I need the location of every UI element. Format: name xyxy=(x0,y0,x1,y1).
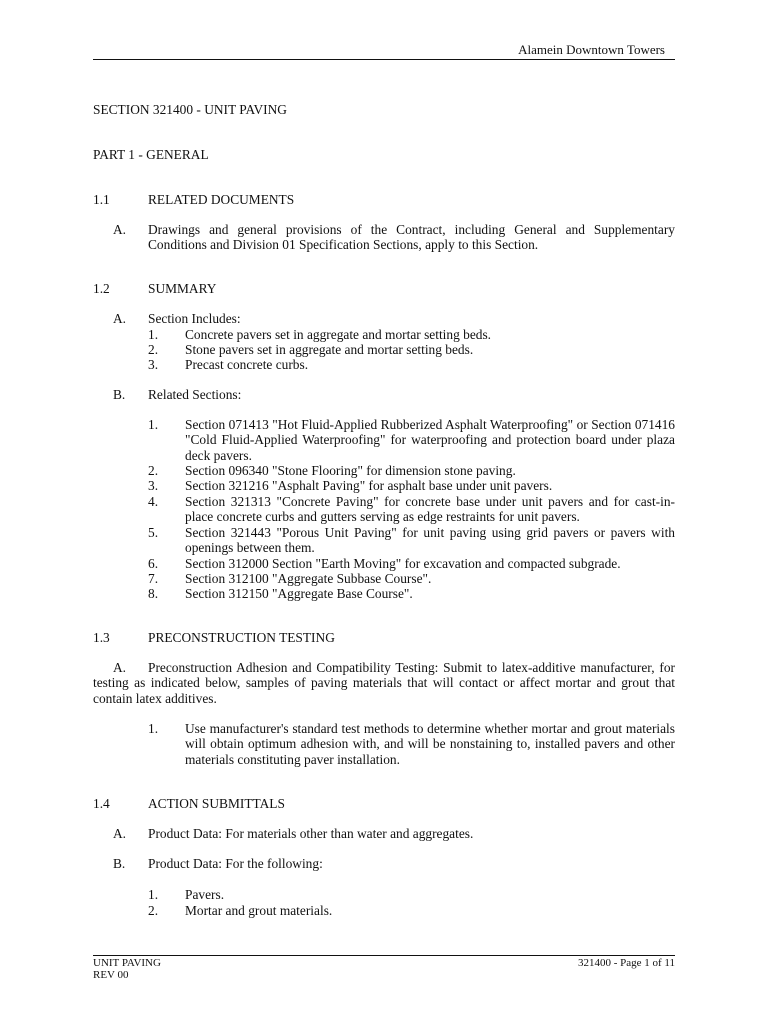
list-item-label: 1. xyxy=(148,417,159,432)
article-heading xyxy=(93,796,675,811)
list-item xyxy=(93,887,675,902)
page-header xyxy=(93,42,675,57)
list-item-text: Precast concrete curbs. xyxy=(185,357,309,372)
list-item-label: 1. xyxy=(148,327,159,342)
paragraph xyxy=(93,387,675,402)
article-number: 1.4 xyxy=(93,796,110,811)
list-item-text: Section 312100 "Aggregate Subbase Course". xyxy=(185,571,432,586)
article-number: 1.1 xyxy=(93,192,110,207)
part-title: PART 1 - GENERAL xyxy=(93,147,209,162)
article-title: PRECONSTRUCTION TESTING xyxy=(148,630,335,645)
list-item-label: 2. xyxy=(148,903,159,918)
list-item xyxy=(93,556,675,571)
list-item xyxy=(93,571,675,586)
list-item-label: 7. xyxy=(148,571,159,586)
list-item xyxy=(93,417,675,463)
list-item-text: Concrete pavers set in aggregate and mortar setting beds. xyxy=(185,327,492,342)
footer-revision: REV 00 xyxy=(93,969,129,981)
list-item-text: Stone pavers set in aggregate and mortar setting beds. xyxy=(185,342,474,357)
paragraph-text: Drawings and general provisions of the Contract, including General and Supplementary Conditions and Division 01 Specification Sections, apply to this Section. xyxy=(148,222,675,253)
list-item xyxy=(93,342,675,357)
list-item-label: 2. xyxy=(148,342,159,357)
list-item xyxy=(93,494,675,525)
list-item xyxy=(93,525,675,556)
list-item-text: Section 096340 "Stone Flooring" for dimension stone paving. xyxy=(185,463,516,478)
list-item-label: 3. xyxy=(148,478,159,493)
footer-rule xyxy=(93,955,675,956)
list-item xyxy=(93,463,675,478)
paragraph-text: Section Includes: xyxy=(148,311,241,326)
list-item-label: 8. xyxy=(148,586,159,601)
list-item-label: 4. xyxy=(148,494,159,509)
list-item-label: 1. xyxy=(148,721,159,736)
paragraph-label: A. xyxy=(113,311,127,326)
paragraph xyxy=(93,311,675,326)
list-item xyxy=(93,327,675,342)
article-number: 1.3 xyxy=(93,630,110,645)
header-rule xyxy=(93,59,675,60)
list-item-text: Use manufacturer's standard test methods to determine whether mortar and grout materials will obtain optimum adhesion with, and will be nonstaining to, installed pavers and other materials constituting paver installation. xyxy=(185,721,675,767)
list-item-text: Section 321443 "Porous Unit Paving" for unit paving using grid pavers or pavers with openings between them. xyxy=(185,525,675,556)
header-project-name: Alamein Downtown Towers xyxy=(518,42,665,57)
article-number: 1.2 xyxy=(93,281,110,296)
paragraph xyxy=(93,826,675,841)
list-item-text: Section 312000 Section "Earth Moving" for excavation and compacted subgrade. xyxy=(185,556,621,571)
list-item-text: Mortar and grout materials. xyxy=(185,903,333,918)
list-item-text: Section 071413 "Hot Fluid-Applied Rubberized Asphalt Waterproofing" or Section 071416 "Cold Fluid-Applied Waterproofing" for waterproofing and protection board under plaza deck pavers. xyxy=(185,417,675,463)
article-heading xyxy=(93,192,675,207)
article-title: SUMMARY xyxy=(148,281,217,296)
footer-page-number: 321400 - Page 1 of 11 xyxy=(577,957,675,969)
list-item-label: 3. xyxy=(148,357,159,372)
paragraph-text: Related Sections: xyxy=(148,387,242,402)
article-title: RELATED DOCUMENTS xyxy=(148,192,295,207)
paragraph-text: Preconstruction Adhesion and Compatibility Testing: Submit to latex-additive manufacturer, for testing as indicated below, samples of paving materials that will contact or affect mortar and grout that contain latex additives. xyxy=(93,660,675,706)
paragraph xyxy=(93,856,675,871)
list-item xyxy=(93,478,675,493)
list-item xyxy=(93,903,675,918)
list-item-text: Section 321216 "Asphalt Paving" for asphalt base under unit pavers. xyxy=(185,478,553,493)
list-item xyxy=(93,721,675,767)
list-item xyxy=(93,357,675,372)
list-item-label: 1. xyxy=(148,887,159,902)
paragraph xyxy=(93,222,675,253)
paragraph xyxy=(93,660,675,706)
list-item-text: Section 321313 "Concrete Paving" for concrete base under unit pavers and for cast-in-place concrete curbs and gutters serving as edge restraints for unit pavers. xyxy=(185,494,675,525)
article-heading xyxy=(93,630,675,645)
footer-section-name: UNIT PAVING xyxy=(93,957,161,969)
paragraph-label: A. xyxy=(113,826,127,841)
section-title: SECTION 321400 - UNIT PAVING xyxy=(93,102,287,117)
paragraph-label: B. xyxy=(113,387,126,402)
paragraph-label: B. xyxy=(113,856,126,871)
paragraph-label: A. xyxy=(113,222,127,237)
list-item-text: Section 312150 "Aggregate Base Course". xyxy=(185,586,413,601)
paragraph-text: Product Data: For the following: xyxy=(148,856,323,871)
paragraph-text: Product Data: For materials other than water and aggregates. xyxy=(148,826,474,841)
list-item-label: 6. xyxy=(148,556,159,571)
list-item-text: Pavers. xyxy=(185,887,225,902)
article-title: ACTION SUBMITTALS xyxy=(148,796,285,811)
list-item xyxy=(93,586,675,601)
list-item-label: 2. xyxy=(148,463,159,478)
paragraph-label: A. xyxy=(113,660,127,675)
list-item-label: 5. xyxy=(148,525,159,540)
article-heading xyxy=(93,281,675,296)
